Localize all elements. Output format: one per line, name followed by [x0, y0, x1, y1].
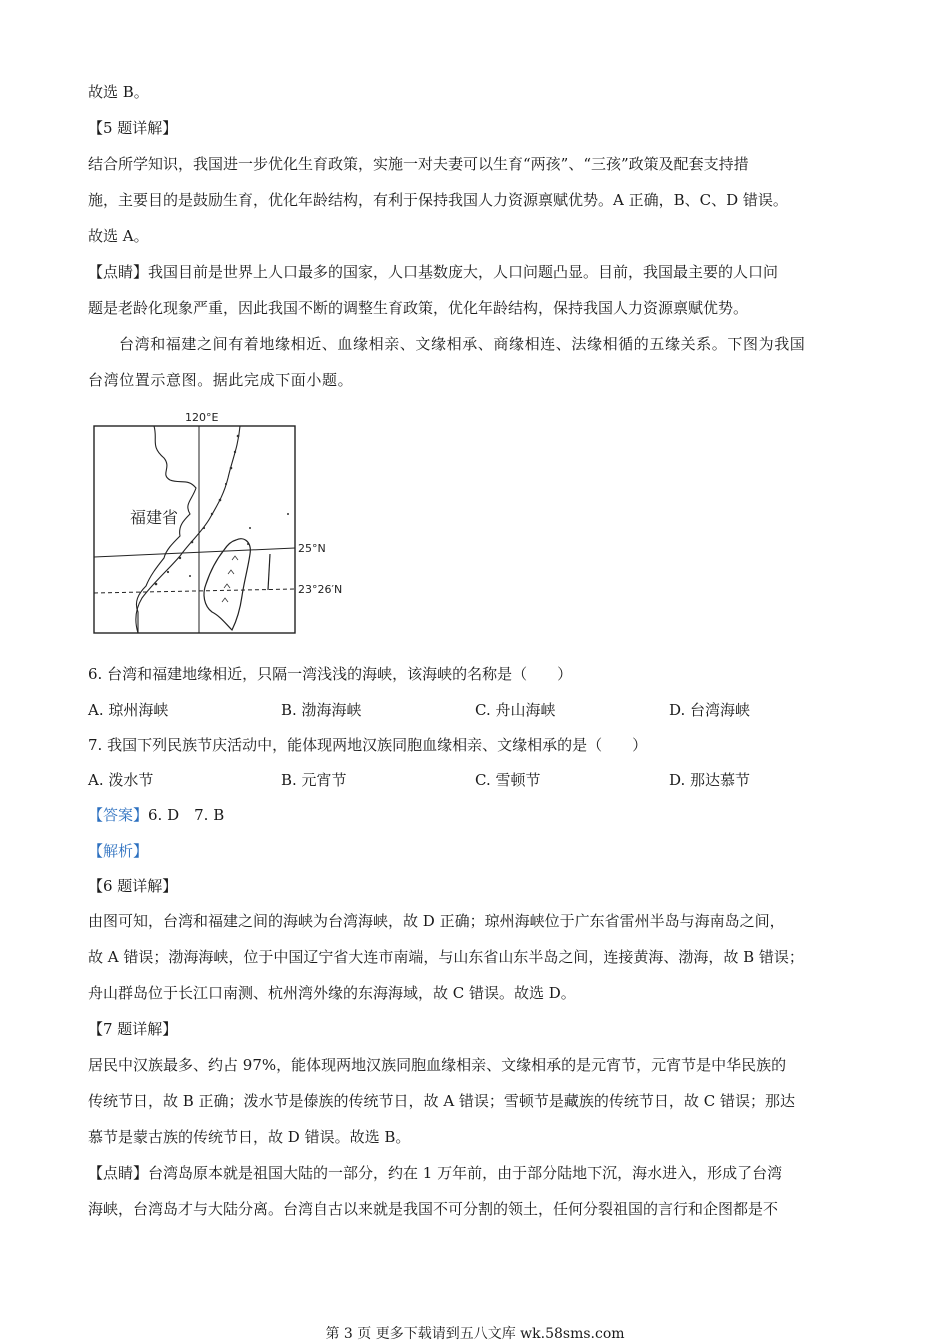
lat2-label: 23°26′N	[298, 583, 343, 596]
q7-option-d[interactable]: D. 那达慕节	[669, 771, 751, 789]
text-line: 题是老龄化现象严重，因此我国不断的调整生育政策，优化年龄结构，保持我国人力资源禀赋优势。	[88, 299, 749, 317]
marker-line	[268, 554, 270, 590]
answer-line	[88, 805, 224, 825]
mountain-symbols	[222, 556, 238, 602]
lon-label: 120°E	[185, 411, 219, 424]
section-heading: 【5 题详解】	[88, 119, 178, 137]
text-line: 由图可知，台湾和福建之间的海峡为台湾海峡，故 D 正确；琼州海峡位于广东省雷州半岛与海南岛之间，	[88, 912, 785, 930]
q7-option-c[interactable]: C. 雪顿节	[475, 771, 541, 789]
text-line: 居民中汉族最多、约占 97%，能体现两地汉族同胞血缘相亲、文缘相承的是元宵节，元宵节是中华民族的	[88, 1056, 787, 1074]
question-7-stem: 7. 我国下列民族节庆活动中，能体现两地汉族同胞血缘相亲、文缘相承的是（ ）	[88, 736, 648, 754]
section-heading: 【6 题详解】	[88, 877, 178, 895]
text-line: 故选 B。	[88, 83, 149, 101]
analysis-tag: 【解析】	[88, 842, 149, 860]
section-heading: 【7 题详解】	[88, 1020, 178, 1038]
question-6-stem: 6. 台湾和福建地缘相近，只隔一湾浅浅的海峡，该海峡的名称是（ ）	[88, 665, 573, 683]
page-footer: 第 3 页 更多下载请到五八文库 wk.58sms.com	[325, 1326, 625, 1342]
q6-option-c[interactable]: C. 舟山海峡	[475, 701, 556, 719]
taiwan-location-map	[92, 408, 352, 636]
answer-text: 6. D 7. B	[148, 806, 225, 824]
parallel-25n	[94, 548, 295, 557]
q7-option-b[interactable]: B. 元宵节	[281, 771, 347, 789]
text-line: 故 A 错误；渤海海峡，位于中国辽宁省大连市南端，与山东省山东半岛之间，连接黄海、渤海，故 B 错误；	[88, 948, 804, 966]
lat1-label: 25°N	[298, 542, 326, 555]
text-line: 故选 A。	[88, 227, 149, 245]
q7-option-a[interactable]: A. 泼水节	[88, 771, 154, 789]
text-line: 【点睛】我国目前是世界上人口最多的国家，人口基数庞大，人口问题凸显。目前，我国最主要的人口问	[88, 263, 779, 281]
answer-tag: 【答案】	[88, 806, 149, 824]
q6-option-d[interactable]: D. 台湾海峡	[669, 701, 751, 719]
text-line: 施，主要目的是鼓励生育，优化年龄结构，有利于保持我国人力资源禀赋优势。A 正确，B、C、D 错误。	[88, 191, 788, 209]
text-line: 【点睛】台湾岛原本就是祖国大陆的一部分，约在 1 万年前，由于部分陆地下沉，海水进入，形成了台湾	[88, 1164, 783, 1182]
text-line: 结合所学知识，我国进一步优化生育政策，实施一对夫妻可以生育“两孩”、“三孩”政策及配套支持措	[88, 155, 749, 173]
material-intro: 台湾位置示意图。据此完成下面小题。	[88, 371, 354, 389]
fujian-coastline	[136, 426, 240, 633]
q6-option-b[interactable]: B. 渤海海峡	[281, 701, 362, 719]
tropic-line	[94, 589, 295, 593]
material-intro: 台湾和福建之间有着地缘相近、血缘相亲、文缘相承、商缘相连、法缘相循的五缘关系。下图为我国	[119, 335, 806, 353]
q6-option-a[interactable]: A. 琼州海峡	[88, 701, 169, 719]
text-line: 舟山群岛位于长江口南测、杭州湾外缘的东海海域，故 C 错误。故选 D。	[88, 984, 576, 1002]
text-line: 慕节是蒙古族的传统节日，故 D 错误。故选 B。	[88, 1128, 411, 1146]
province-boundary	[136, 426, 196, 633]
text-line: 传统节日，故 B 正确；泼水节是傣族的传统节日，故 A 错误；雪顿节是藏族的传统节日，故 C 错误；那达	[88, 1092, 795, 1110]
text-line: 海峡，台湾岛才与大陆分离。台湾自古以来就是我国不可分割的领土，任何分裂祖国的言行和企图都是不	[88, 1200, 779, 1218]
map-frame	[94, 426, 295, 633]
province-label: 福建省	[130, 508, 179, 527]
